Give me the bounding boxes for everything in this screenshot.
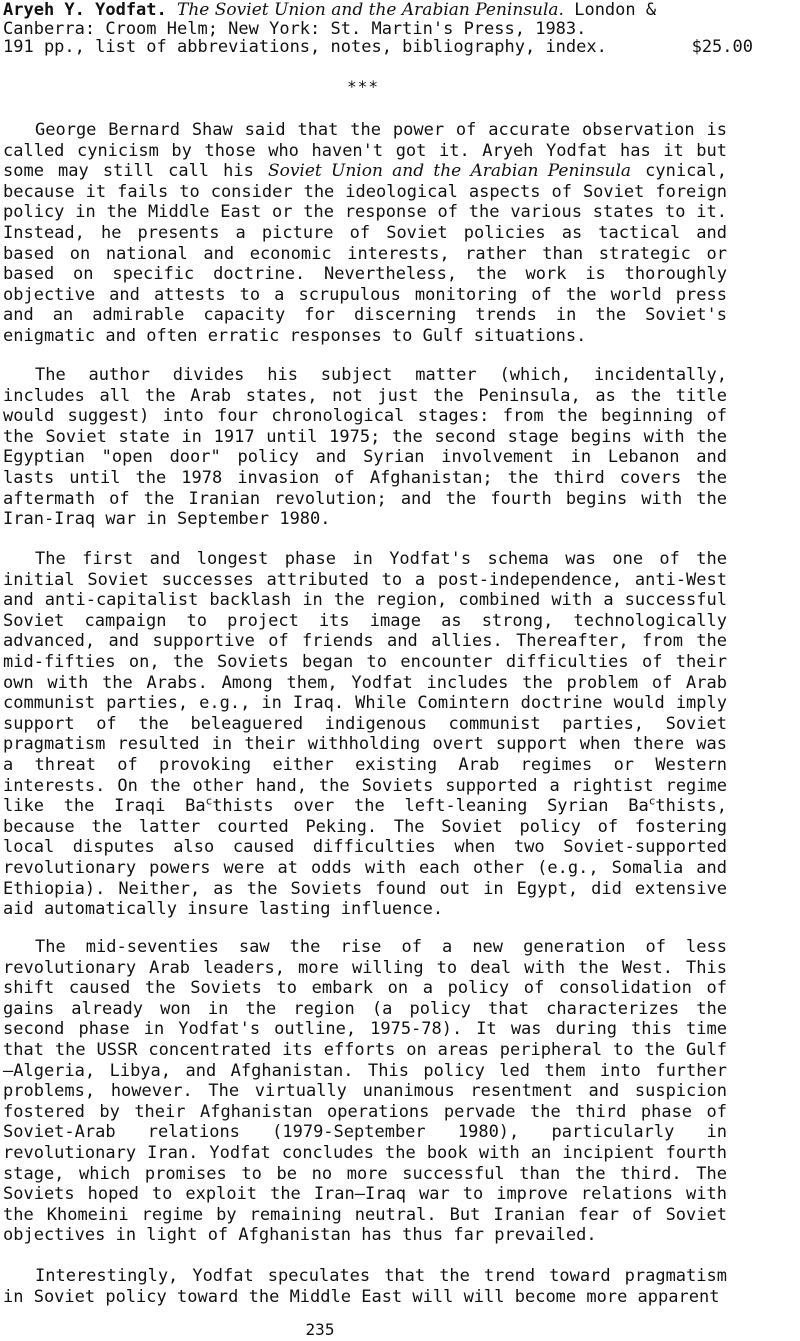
- paragraph-4: The mid-seventies saw the rise of a new generation of less revolutionary Arab leaders, more willing to deal with the West. This shift caused the Soviets to embark on a policy of consolidation of gains already won in the region (a policy that characterizes the second phase in Yodfat's outline, 1975-78). It was during this time that the USSR concentrated its efforts on areas peripheral to the Gulf—Algeria, Libya, and Afghanistan. This policy led them into further problems, however. The virtually unanimous resentment and suspicion fostered by their Afghanistan operations pervade the third phase of Soviet-Arab relations (1979-September 1980), particularly in revolutionary Iran. Yodfat concludes the book with an incipient fourth stage, which promises to be no more successful than the third. The Soviets hoped to exploit the Iran—Iraq war to improve relations with the Khomeini regime by remaining neutral. But Iranian fear of Soviet objectives in light of Afghanistan has thus far prevailed.: [3, 937, 727, 1246]
- book-details: 191 pp., list of abbreviations, notes, bibliography, index.: [3, 37, 607, 57]
- paragraph-3: [3, 549, 727, 920]
- citation-line-1: [3, 1, 753, 20]
- paragraph-3-text-b: thists over the left-leaning Syrian Ba: [212, 796, 649, 817]
- paragraph-5: Interestingly, Yodfat speculates that the trend toward pragmatism in Soviet policy toward the Middle East will will become more apparent: [3, 1266, 727, 1307]
- ayn-superscript: c: [648, 794, 656, 808]
- citation-header: [3, 1, 753, 57]
- paragraph-1-book-title: Soviet Union and the Arabian Peninsula: [267, 161, 632, 182]
- paragraph-1-text-a: George Bernard Shaw said that the power of accurate observation is called cynicism by those who haven't got it. Aryeh Yodfat has it but some may still call his: [3, 120, 727, 182]
- section-separator: ***: [347, 77, 379, 96]
- ayn-superscript: c: [205, 794, 213, 808]
- paragraph-3-text-a: The first and longest phase in Yodfat's schema was one of the initial Soviet successes attributed to a post-independence, anti-West and anti-capitalist backlash in the region, combined with a successful Soviet campaign to project its image as strong, technologically advanced, and supportive of friends and allies. Thereafter, from the mid-fifties on, the Soviets began to encounter difficulties of their own with the Arabs. Among them, Yodfat includes the problem of Arab communist parties, e.g., in Iraq. While Comintern doctrine would imply support of the beleaguered indigenous communist parties, Soviet pragmatism resulted in their withholding overt support when there was a threat of provoking either existing Arab regimes or Western interests. On the other hand, the Soviets supported a rightist regime like the Iraqi Ba: [3, 549, 727, 817]
- book-title: The Soviet Union and the Arabian Peninsula.: [177, 0, 564, 20]
- paragraph-3-text-c: thists, because the latter courted Peking. The Soviet policy of fostering local disputes also caused difficulties when two Soviet-supported revolutionary powers were at odds with each other (e.g., Somalia and Ethiopia). Neither, as the Soviets found out in Egypt, did extensive aid automatically insure lasting influence.: [3, 796, 727, 920]
- page-number: 235: [305, 1320, 335, 1339]
- paragraph-2: The author divides his subject matter (which, incidentally, includes all the Arab states, not just the Peninsula, as the title would suggest) into four chronological stages: from the beginning of the Soviet state in 1917 until 1975; the second stage begins with the Egyptian "open door" policy and Syrian involvement in Lebanon and lasts until the 1978 invasion of Afghanistan; the third covers the aftermath of the Iranian revolution; and the fourth begins with the Iran-Iraq war in September 1980.: [3, 365, 727, 530]
- book-price: $25.00: [691, 37, 753, 57]
- paragraph-1: [3, 120, 727, 347]
- publication-place: London &: [574, 0, 657, 20]
- citation-line-3: [3, 38, 753, 57]
- book-author: Aryeh Y. Yodfat.: [3, 0, 167, 20]
- paragraph-1-text-b: cynical, because it fails to consider the ideological aspects of Soviet foreign policy in the Middle East or the response of the various states to it. Instead, he presents a picture of Soviet policies as tactical and based on national and economic interests, rather than strategic or based on specific doctrine. Nevertheless, the work is thoroughly objective and attests to a scrupulous monitoring of the world press and an admirable capacity for discerning trends in the Soviet's enigmatic and often erratic responses to Gulf situations.: [3, 161, 728, 346]
- citation-line-2: Canberra: Croom Helm; New York: St. Martin's Press, 1983.: [3, 18, 587, 39]
